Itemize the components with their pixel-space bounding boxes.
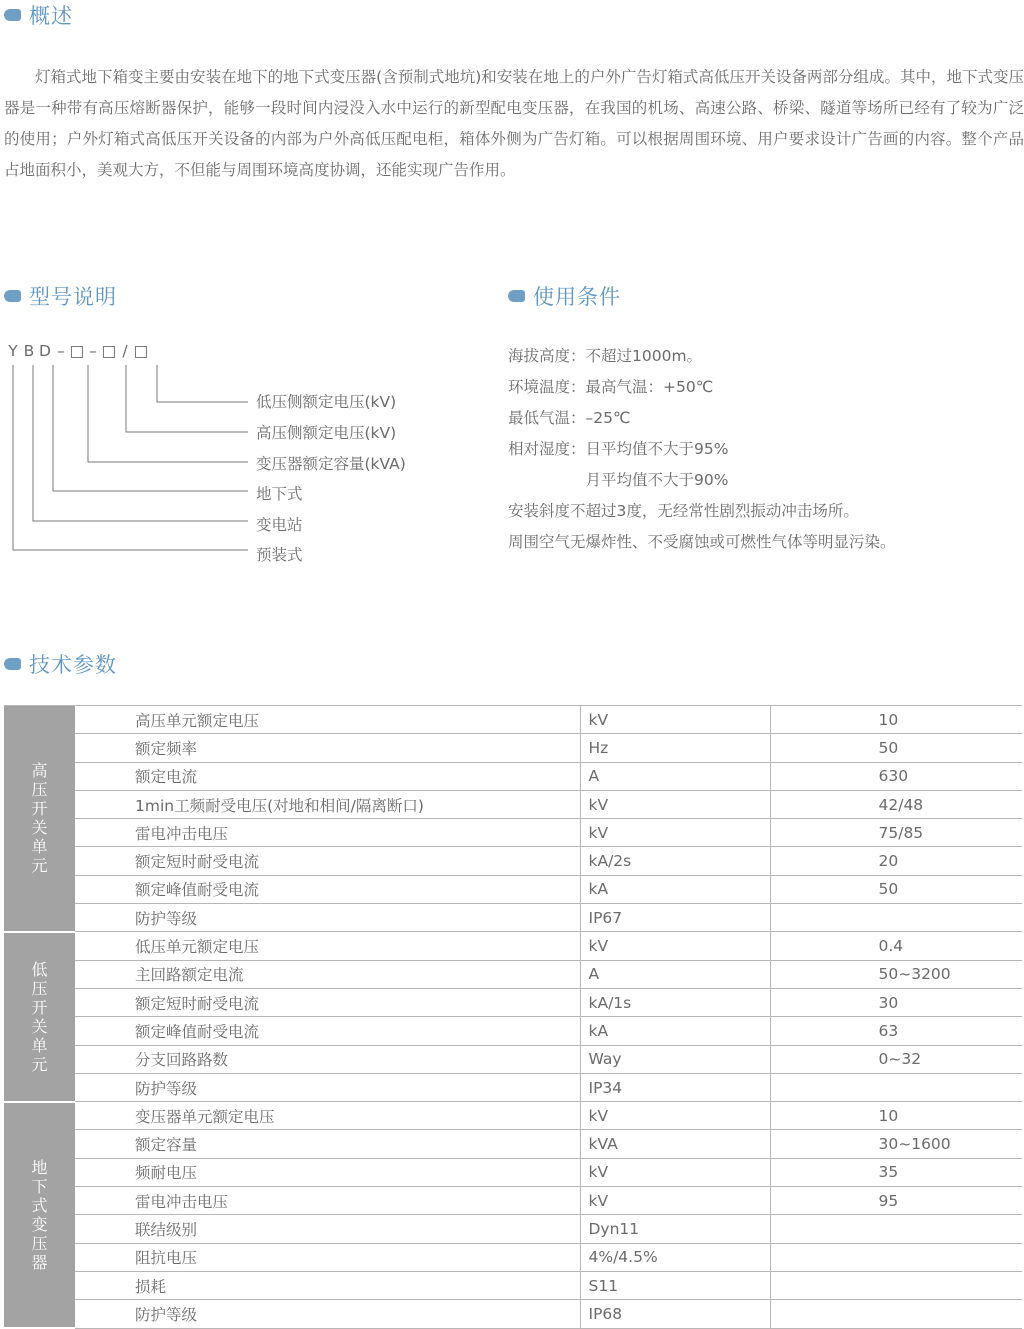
param-name: 1min工频耐受电压(对地和相间/隔离断口) (75, 790, 580, 818)
conditions-heading (508, 281, 621, 311)
param-unit: kVA (580, 1130, 770, 1158)
param-value: 20 (770, 847, 1022, 875)
param-value: 10 (770, 1102, 1022, 1130)
param-value: 42/48 (770, 790, 1022, 818)
table-row (4, 1243, 1022, 1271)
param-value: 75/85 (770, 819, 1022, 847)
param-name: 雷电冲击电压 (75, 819, 580, 847)
model-label: 高压侧额定电压(kV) (256, 424, 397, 442)
code-char: B (23, 342, 35, 360)
code-char: □ (133, 342, 149, 360)
model-label: 变压器额定容量(kVA) (256, 455, 406, 473)
param-name: 损耗 (75, 1271, 580, 1299)
param-name: 阻抗电压 (75, 1243, 580, 1271)
param-unit: A (580, 960, 770, 988)
param-unit: Hz (580, 734, 770, 762)
table-row (4, 847, 1022, 875)
table-row (4, 988, 1022, 1016)
param-value (770, 1271, 1022, 1299)
param-name: 联结级别 (75, 1215, 580, 1243)
condition-line: 环境温度：最高气温：+50℃ (508, 378, 714, 396)
model-heading-text: 型号说明 (29, 285, 117, 309)
table-row (4, 706, 1022, 734)
param-value: 50 (770, 734, 1022, 762)
condition-line: 安装斜度不超过3度，无经常性剧烈振动冲击场所。 (508, 502, 859, 520)
table-row (4, 932, 1022, 960)
table-row (4, 1017, 1022, 1045)
table-row (4, 1045, 1022, 1073)
param-value: 630 (770, 762, 1022, 790)
param-unit: kV (580, 1102, 770, 1130)
param-value: 35 (770, 1158, 1022, 1186)
connector-line (157, 365, 248, 402)
model-heading (4, 281, 117, 311)
param-value: 10 (770, 706, 1022, 734)
condition-line: 月平均值不大于90% (508, 471, 729, 489)
table-row (4, 819, 1022, 847)
tech-heading-text: 技术参数 (29, 653, 117, 677)
table-row (4, 1187, 1022, 1215)
group-label: 高压开关单元 (31, 761, 48, 876)
connector-line (33, 365, 248, 521)
param-name: 额定电流 (75, 762, 580, 790)
param-unit: IP34 (580, 1073, 770, 1101)
code-char: □ (69, 342, 85, 360)
overview-heading-text: 概述 (29, 4, 73, 28)
param-name: 低压单元额定电压 (75, 932, 580, 960)
param-name: 防护等级 (75, 1073, 580, 1101)
overview-heading (4, 0, 73, 30)
code-char: Y (8, 342, 18, 360)
param-unit: Way (580, 1045, 770, 1073)
param-name: 雷电冲击电压 (75, 1187, 580, 1215)
group-label-cell (4, 1102, 75, 1328)
connector-line (88, 365, 248, 462)
condition-line: 相对湿度：日平均值不大于95% (508, 440, 729, 458)
param-name: 额定峰值耐受电流 (75, 875, 580, 903)
bullet-icon (508, 290, 525, 302)
param-unit: kV (580, 1187, 770, 1215)
group-label: 低压开关单元 (31, 959, 48, 1074)
param-name: 变压器单元额定电压 (75, 1102, 580, 1130)
tech-params-body (4, 706, 1022, 1329)
condition-line: 周围空气无爆炸性、不受腐蚀或可燃性气体等明显污染。 (508, 533, 896, 551)
param-unit: 4%/4.5% (580, 1243, 770, 1271)
table-row (4, 762, 1022, 790)
tech-params-table (4, 705, 1022, 1329)
group-label-cell (4, 706, 75, 932)
table-row (4, 1102, 1022, 1130)
param-unit: kA/2s (580, 847, 770, 875)
condition-line: 海拔高度：不超过1000m。 (508, 347, 703, 365)
param-name: 高压单元额定电压 (75, 706, 580, 734)
param-name: 额定峰值耐受电流 (75, 1017, 580, 1045)
param-value (770, 1243, 1022, 1271)
param-unit: kV (580, 932, 770, 960)
model-label: 预装式 (256, 546, 303, 564)
code-char: – (57, 342, 65, 360)
table-row (4, 734, 1022, 762)
param-unit: A (580, 762, 770, 790)
param-value: 95 (770, 1187, 1022, 1215)
param-unit: kV (580, 790, 770, 818)
param-value (770, 1215, 1022, 1243)
code-char: / (122, 342, 128, 360)
table-row (4, 904, 1022, 932)
connector-line (53, 365, 248, 491)
model-label: 低压侧额定电压(kV) (256, 393, 397, 411)
conditions-list (508, 341, 896, 558)
param-unit: kA/1s (580, 988, 770, 1016)
param-value: 0.4 (770, 932, 1022, 960)
param-name: 额定频率 (75, 734, 580, 762)
param-value: 0~32 (770, 1045, 1022, 1073)
table-row (4, 1215, 1022, 1243)
param-unit: Dyn11 (580, 1215, 770, 1243)
param-name: 主回路额定电流 (75, 960, 580, 988)
param-value: 63 (770, 1017, 1022, 1045)
table-row (4, 875, 1022, 903)
param-name: 防护等级 (75, 1300, 580, 1328)
table-row (4, 1158, 1022, 1186)
param-name: 额定短时耐受电流 (75, 988, 580, 1016)
param-name: 额定容量 (75, 1130, 580, 1158)
param-name: 防护等级 (75, 904, 580, 932)
param-unit: IP68 (580, 1300, 770, 1328)
table-row (4, 1271, 1022, 1299)
condition-line: 最低气温：–25℃ (508, 409, 631, 427)
param-unit: S11 (580, 1271, 770, 1299)
param-unit: kV (580, 819, 770, 847)
table-row (4, 1300, 1022, 1328)
bullet-icon (4, 658, 21, 670)
group-label: 地下式变压器 (31, 1157, 48, 1272)
group-label-cell (4, 932, 75, 1102)
param-value (770, 1073, 1022, 1101)
bullet-icon (4, 290, 21, 302)
conditions-heading-text: 使用条件 (533, 285, 621, 309)
param-unit: kA (580, 1017, 770, 1045)
param-value: 50~3200 (770, 960, 1022, 988)
param-value: 30~1600 (770, 1130, 1022, 1158)
table-row (4, 1130, 1022, 1158)
bullet-icon (4, 9, 21, 21)
connector-line (126, 365, 248, 432)
param-value (770, 904, 1022, 932)
param-unit: kA (580, 875, 770, 903)
tech-heading (4, 649, 117, 679)
param-value: 30 (770, 988, 1022, 1016)
model-label: 变电站 (256, 516, 303, 534)
code-char: □ (101, 342, 117, 360)
param-unit: IP67 (580, 904, 770, 932)
table-row (4, 790, 1022, 818)
model-label: 地下式 (256, 485, 303, 503)
model-connector-lines (0, 360, 260, 560)
param-name: 分支回路路数 (75, 1045, 580, 1073)
param-value (770, 1300, 1022, 1328)
table-row (4, 1073, 1022, 1101)
model-code (5, 342, 149, 360)
param-unit: kV (580, 706, 770, 734)
table-row (4, 960, 1022, 988)
param-value: 50 (770, 875, 1022, 903)
param-name: 额定短时耐受电流 (75, 847, 580, 875)
code-char: D (39, 342, 51, 360)
param-name: 频耐电压 (75, 1158, 580, 1186)
connector-line (13, 365, 248, 550)
code-char: – (89, 342, 97, 360)
param-unit: kV (580, 1158, 770, 1186)
overview-paragraph: 灯箱式地下箱变主要由安装在地下的地下式变压器(含预制式地坑)和安装在地上的户外广告灯箱式高低压开关设备两部分组成。其中，地下式变压器是一种带有高压熔断器保护，能够一段时间内浸没入水中运行的新型配电变压器，在我国的机场、高速公路、桥梁、隧道等场所已经有了较为广泛的使用；户外灯箱式高低压开关设备的内部为户外高低压配电柜，箱体外侧为广告灯箱。可以根据周围环境、用户要求设计广告画的内容。整个产品占地面积小，美观大方，不但能与周围环境高度协调，还能实现广告作用。 (4, 68, 1024, 179)
